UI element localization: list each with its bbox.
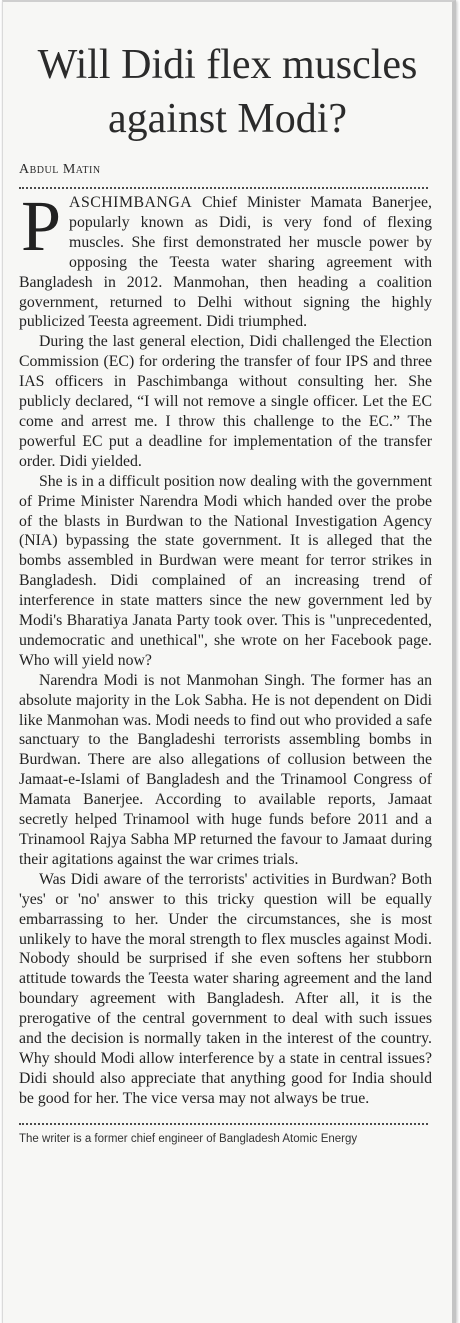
author-note: The writer is a former chief engineer of Bangladesh Atomic Energy [19, 1132, 358, 1145]
article-body [19, 186, 432, 1109]
article-page [2, 0, 456, 1323]
article-headline: Will Didi flex muscles against Modi? [37, 42, 418, 142]
paragraph-4: Narendra Modi is not Manmohan Singh. The former has an absolute majority in the Lok Sabha. He is not dependent on Didi like Manmohan was. Modi needs to find out who provided a safe sanctuary to the Bangladeshi terrorists assembling bombs in Burdwan. There are also allegations of collusion between the Jamaat-e-Islami of Bangladesh and the Trinamool Congress of Mamata Banerjee. According to available reports, Jamaat secretly helped Trinamool with huge funds before 2011 and a Trinamool Rajya Sabha MP returned the favour to Jamaat during their agitations against the war crimes trials. [19, 671, 432, 868]
paragraph-5: Was Didi aware of the terrorists' activities in Burdwan? Both 'yes' or 'no' answer to this tricky question will be equally embarrassing to her. Under the circumstances, she is most unlikely to have the moral strength to flex muscles against Modi. Nobody should be surprised if she even softens her stubborn attitude towards the Teesta water sharing agreement and the land boundary agreement with Bangladesh. After all, it is the prerogative of the central government to deal with such issues and the decision is normally taken in the interest of the country. Why should Modi allow interference by a state in central issues? Didi should also appreciate that anything good for India should be good for her. The vice versa may not always be true. [19, 870, 432, 1107]
paragraph-3: She is in a difficult position now dealing with the government of Prime Minister Narendra Modi which handed over the probe of the blasts in Burdwan to the National Investigation Agency (NIA) bypassing the state government. It is alleged that the bombs assembled in Burdwan were meant for terror strikes in Bangladesh. Didi complained of an increasing trend of interference in state matters since the new government led by Modi's Bharatiya Janata Party took over. This is "unprecedented, undemocratic and unethical", she wrote on her Facebook page. Who will yield now? [19, 472, 432, 669]
paragraph-1 [19, 186, 432, 332]
paragraph-1-text: Chief Minister Mamata Banerjee, popularly known as Didi, is very fond of flexing muscles. She first demonstrated her muscle power by opposing the Teesta water sharing agreement with Bangladesh in 2012. Manmohan, then heading a coalition government, returned to Delhi without signing the highly publicized Teesta agreement. Didi triumphed. [19, 194, 432, 331]
footer-divider [19, 1123, 428, 1125]
dotted-divider [19, 187, 428, 189]
author-byline: Abdul Matin [19, 162, 101, 177]
paragraph-2: During the last general election, Didi challenged the Election Commission (EC) for ordering the transfer of four IPS and three IAS officers in Paschimbanga without consulting her. She publicly declared, “I will not remove a single officer. Let the EC come and arrest me. I throw this challenge to the EC.” The powerful EC put a deadline for implementation of the transfer order. Didi yielded. [19, 333, 432, 470]
drop-cap: P [21, 186, 62, 266]
lead-caps: ASCHIMBANGA [69, 194, 193, 211]
